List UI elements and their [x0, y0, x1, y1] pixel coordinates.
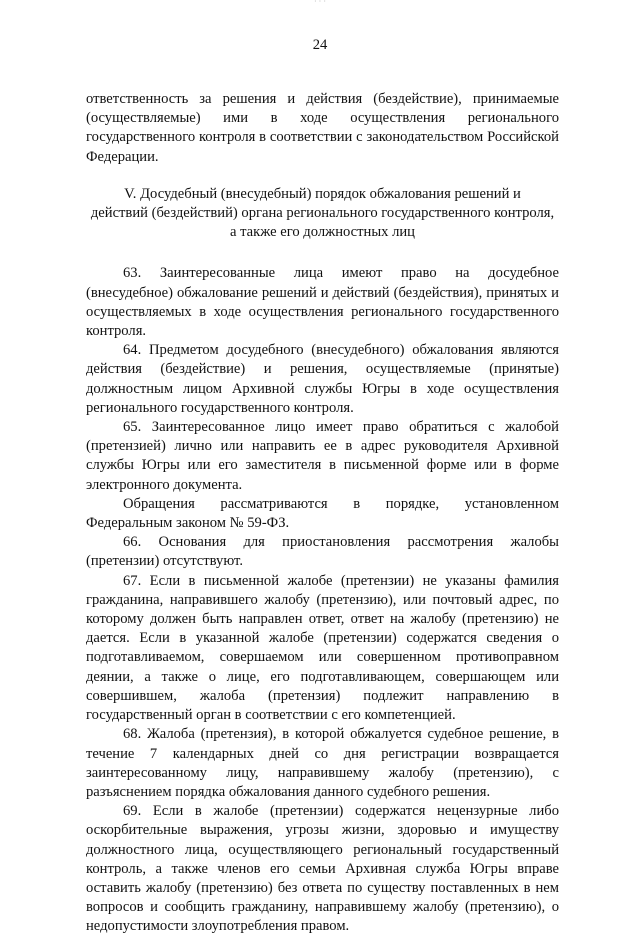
top-scan-mark: · · ·: [314, 0, 326, 6]
intro-paragraph: ответственность за решения и действия (бездействие), принимаемые (осуществляемые) ими в ходе осуществления регионального государственного контроля в соответствии с законодательством Российской Федерации.: [86, 91, 559, 165]
paragraph-68: 68. Жалоба (претензия), в которой обжалуется судебное решение, в течение 7 календарных дней со дня регистрации возвращается заинтересованному лицу, направившему жалобу (претензию), с разъяснением порядка обжалования данного судебного решения.: [86, 726, 559, 800]
paragraph-69: 69. Если в жалобе (претензии) содержатся нецензурные либо оскорбительные выражения, угрозы жизни, здоровью и имуществу должностного лица, осуществляющего региональный государственный контроль, а также членов его семьи Архивная служба Югры вправе оставить жалобу (претензию) без ответа по существу поставленных в нем вопросов и сообщить гражданину, направившему жалобу (претензию), о недопустимости злоупотребления правом.: [86, 803, 559, 935]
paragraph-64: 64. Предметом досудебного (внесудебного) обжалования являются действия (бездействие) и решения, осуществляемые (принятые) должностным лицом Архивной службы Югры в ходе осуществления регионального государственного контроля.: [86, 342, 559, 416]
paragraph-65: 65. Заинтересованное лицо имеет право обратиться с жалобой (претензией) лично или направить ее в адрес руководителя Архивной службы Югры или его заместителя в письменной форме или в форме электронного документа.: [86, 419, 559, 493]
section-heading-line: а также его должностных лиц: [230, 224, 415, 241]
section-heading: [86, 185, 559, 243]
section-heading-line: V. Досудебный (внесудебный) порядок обжалования решений и: [124, 185, 521, 202]
paragraph-appeals: Обращения рассматриваются в порядке, установленном Федеральным законом № 59-ФЗ.: [86, 495, 559, 532]
paragraph-67: 67. Если в письменной жалобе (претензии) не указаны фамилия гражданина, направившего жалобу (претензию), или почтовый адрес, по которому должен быть направлен ответ, ответ на жалобу (претензию) не дается. Если в указанной жалобе (претензии) содержатся сведения о подготавливаемом, совершаемом или совершенном противоправном деянии, а также о лице, его подготавливающем, совершающем или совершившем, жалоба (претензия) подлежит направлению в государственный орган в соответствии с его компетенцией.: [86, 572, 559, 724]
paragraph-63: 63. Заинтересованные лица имеют право на досудебное (внесудебное) обжалование решений и действий (бездействия), принятых и осуществляемых в ходе осуществления регионального государственного контроля.: [86, 265, 559, 340]
paragraph-66: 66. Основания для приостановления рассмотрения жалобы (претензии) отсутствуют.: [86, 534, 559, 570]
section-heading-line: действий (бездействий) органа регионального государственного контроля,: [90, 205, 555, 222]
page-number: 24: [312, 37, 328, 53]
page-content: [86, 90, 559, 937]
